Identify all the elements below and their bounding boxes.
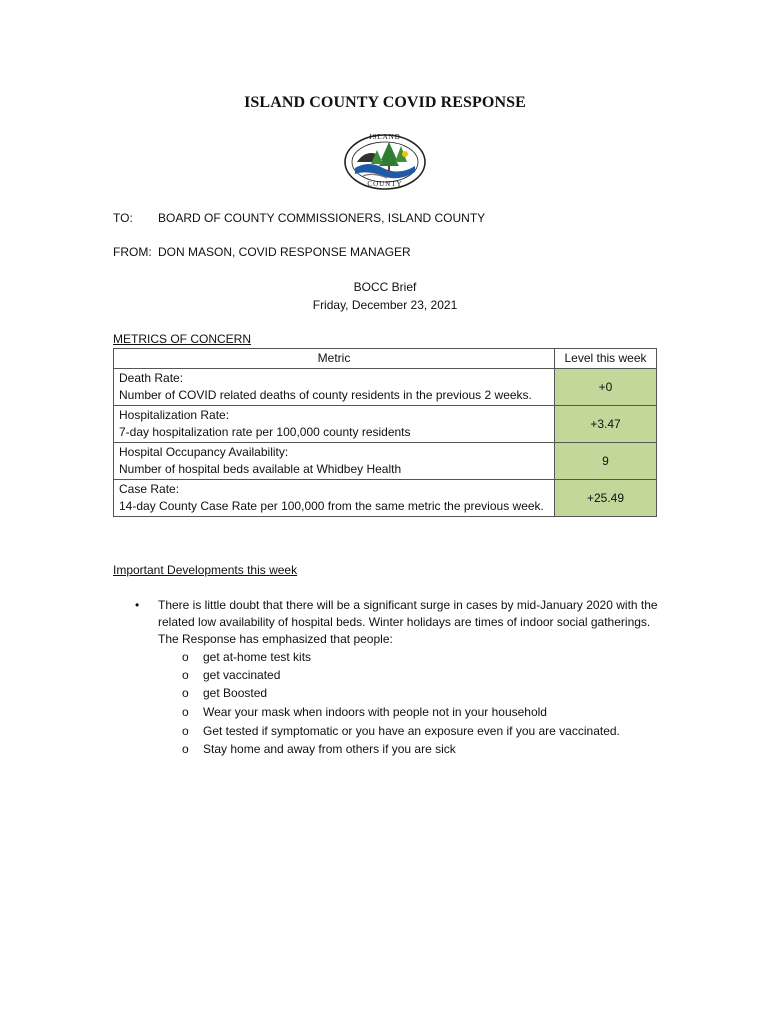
- metrics-table: [113, 348, 657, 517]
- metric-name: Hospital Occupancy Availability:: [119, 445, 289, 459]
- document-title: ISLAND COUNTY COVID RESPONSE: [244, 94, 526, 111]
- sub-item-text: Stay home and away from others if you are sick: [203, 742, 456, 756]
- sub-item-text: get Boosted: [203, 686, 268, 700]
- logo-bottom-text: COUNTY: [367, 180, 403, 188]
- sub-item-text: Get tested if symptomatic or you have an exposure even if you are vaccinated.: [203, 724, 620, 738]
- list-item: [182, 705, 547, 719]
- sub-bullet-symbol: o: [182, 742, 189, 756]
- sub-bullet-symbol: o: [182, 668, 189, 682]
- sub-item-text: get vaccinated: [203, 668, 281, 682]
- list-item: [182, 742, 456, 756]
- metrics-heading: METRICS OF CONCERN: [113, 332, 251, 346]
- level-value: +25.49: [555, 480, 657, 517]
- sub-bullet-symbol: o: [182, 686, 189, 700]
- table-row: [114, 406, 657, 443]
- metric-cell: [114, 480, 555, 517]
- header-metric: Metric: [114, 349, 555, 369]
- sub-item-text: get at-home test kits: [203, 650, 312, 664]
- bullet-text: There is little doubt that there will be a significant surge in cases by mid-January 2020 with the related low availability of hospital beds. Winter holidays are times of indoor social gatherings. The Response has emphasized that people:: [158, 598, 658, 646]
- metric-cell: [114, 443, 555, 480]
- header-level: Level this week: [555, 349, 657, 369]
- metric-description: Number of COVID related deaths of county residents in the previous 2 weeks.: [119, 388, 532, 402]
- metric-description: Number of hospital beds available at Whidbey Health: [119, 462, 402, 476]
- to-label: TO:: [113, 211, 133, 225]
- brief-title: BOCC Brief: [353, 280, 417, 294]
- table-row: [114, 369, 657, 406]
- metric-description: 7-day hospitalization rate per 100,000 county residents: [119, 425, 411, 439]
- bullet-symbol: •: [135, 598, 140, 612]
- metric-name: Death Rate:: [119, 371, 184, 385]
- metrics-header-row: [114, 349, 657, 369]
- metric-description: 14-day County Case Rate per 100,000 from the same metric the previous week.: [119, 499, 544, 513]
- logo-top-text: ISLAND: [369, 133, 401, 141]
- metric-cell: [114, 369, 555, 406]
- level-value: 9: [555, 443, 657, 480]
- from-label: FROM:: [113, 245, 152, 259]
- level-value: +3.47: [555, 406, 657, 443]
- to-value: BOARD OF COUNTY COMMISSIONERS, ISLAND COUNTY: [158, 211, 486, 225]
- list-item: [182, 686, 267, 700]
- sub-bullet-symbol: o: [182, 705, 189, 719]
- metric-name: Case Rate:: [119, 482, 180, 496]
- sub-bullet-symbol: o: [182, 650, 189, 664]
- metric-name: Hospitalization Rate:: [119, 408, 230, 422]
- developments-heading: Important Developments this week: [113, 563, 298, 577]
- sub-bullet-symbol: o: [182, 724, 189, 738]
- list-item: [182, 650, 311, 664]
- development-bullet: [135, 597, 665, 648]
- metric-cell: [114, 406, 555, 443]
- table-row: [114, 443, 657, 480]
- brief-date: Friday, December 23, 2021: [312, 298, 458, 312]
- to-line: [113, 211, 485, 225]
- sub-item-text: Wear your mask when indoors with people not in your household: [203, 705, 547, 719]
- level-value: +0: [555, 369, 657, 406]
- from-line: [113, 245, 411, 259]
- list-item: [182, 724, 620, 738]
- table-row: [114, 480, 657, 517]
- from-value: DON MASON, COVID RESPONSE MANAGER: [158, 245, 411, 259]
- list-item: [182, 668, 280, 682]
